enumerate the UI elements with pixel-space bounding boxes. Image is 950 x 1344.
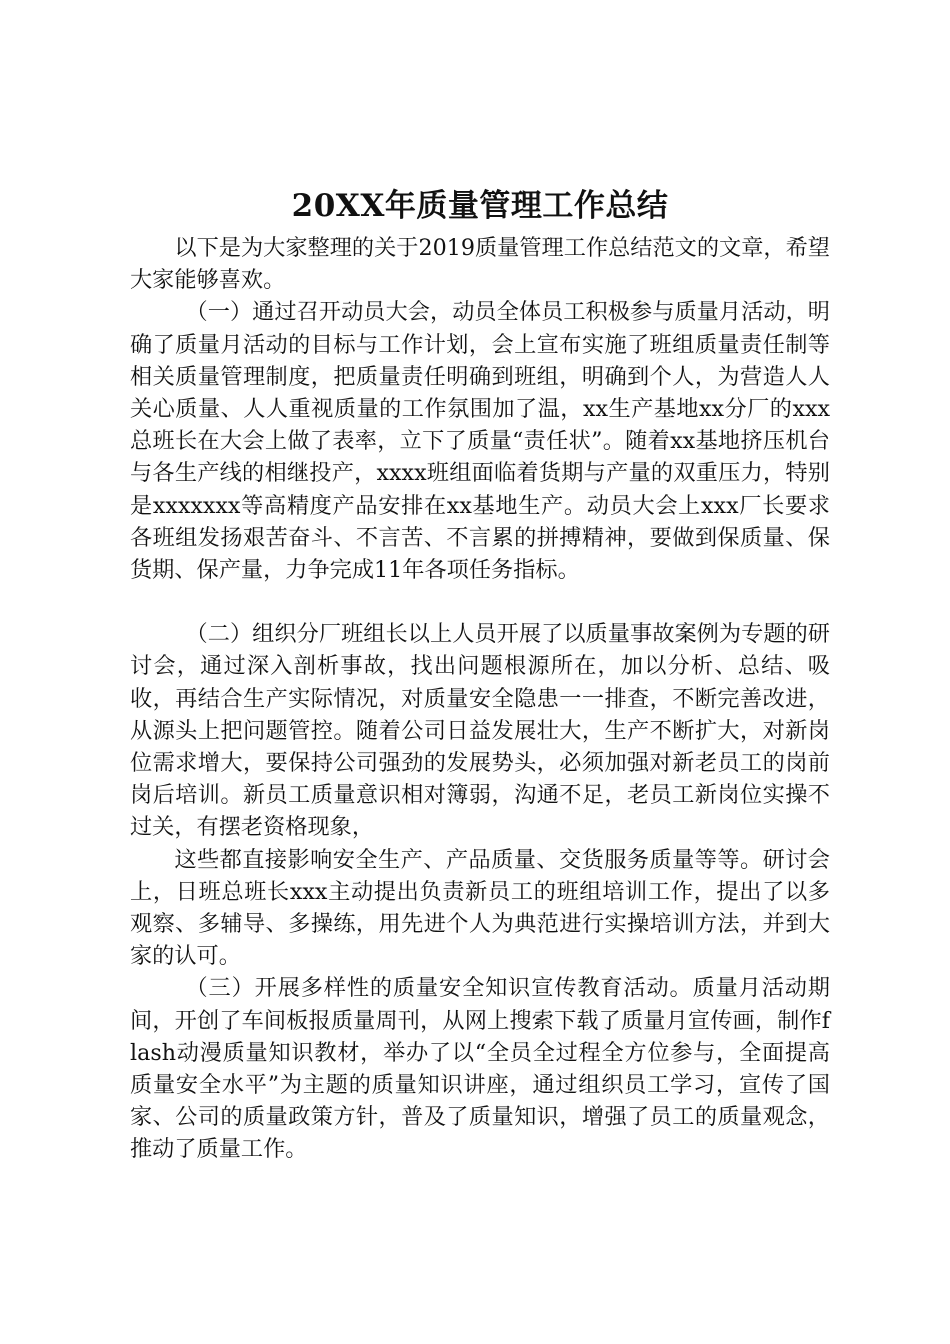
section-two-continuation-paragraph: 这些都直接影响安全生产、产品质量、交货服务质量等等。研讨会上，日班总班长xxx主动提出负责新员工的班组培训工作，提出了以多观察、多辅导、多操练，用先进个人为典范进行实操培训方法，并到大家的认可。 <box>130 846 830 970</box>
intro-paragraph: 以下是为大家整理的关于2019质量管理工作总结范文的文章，希望大家能够喜欢。 <box>130 235 830 294</box>
paragraph-gap <box>130 586 830 618</box>
section-one-paragraph: （一）通过召开动员大会，动员全体员工积极参与质量月活动，明确了质量月活动的目标与工作计划，会上宣布实施了班组质量责任制等相关质量管理制度，把质量责任明确到班组，明确到个人，为营造人人关心质量、人人重视质量的工作氛围加了温，xx生产基地xx分厂的xxx总班长在大会上做了表率，立下了质量“责任状”。随着xx基地挤压机台与各生产线的相继投产，xxxx班组面临着货期与产量的双重压力，特别是xxxxxxx等高精度产品安排在xx基地生产。动员大会上xxx厂长要求各班组发扬艰苦奋斗、不言苦、不言累的拼搏精神，要做到保质量、保货期、保产量，力争完成11年各项任务指标。 <box>130 299 830 584</box>
section-three-paragraph: （三）开展多样性的质量安全知识宣传教育活动。质量月活动期间，开创了车间板报质量周刊，从网上搜索下载了质量月宣传画，制作flash动漫质量知识教材，举办了以“全员全过程全方位参与，全面提高质量安全水平”为主题的质量知识讲座，通过组织员工学习，宣传了国家、公司的质量政策方针，普及了质量知识，增强了员工的质量观念，推动了质量工作。 <box>130 975 830 1163</box>
document-page <box>130 182 830 1166</box>
section-two-paragraph: （二）组织分厂班组长以上人员开展了以质量事故案例为专题的研讨会，通过深入剖析事故，找出问题根源所在，加以分析、总结、吸收，再结合生产实际情况，对质量安全隐患一一排查，不断完善改进，从源头上把问题管控。随着公司日益发展壮大，生产不断扩大，对新岗位需求增大，要保持公司强劲的发展势头，必须加强对新老员工的岗前岗后培训。新员工质量意识相对簿弱，沟通不足，老员工新岗位实操不过关，有摆老资格现象， <box>130 621 830 841</box>
document-title: 20XX年质量管理工作总结 <box>291 188 669 224</box>
